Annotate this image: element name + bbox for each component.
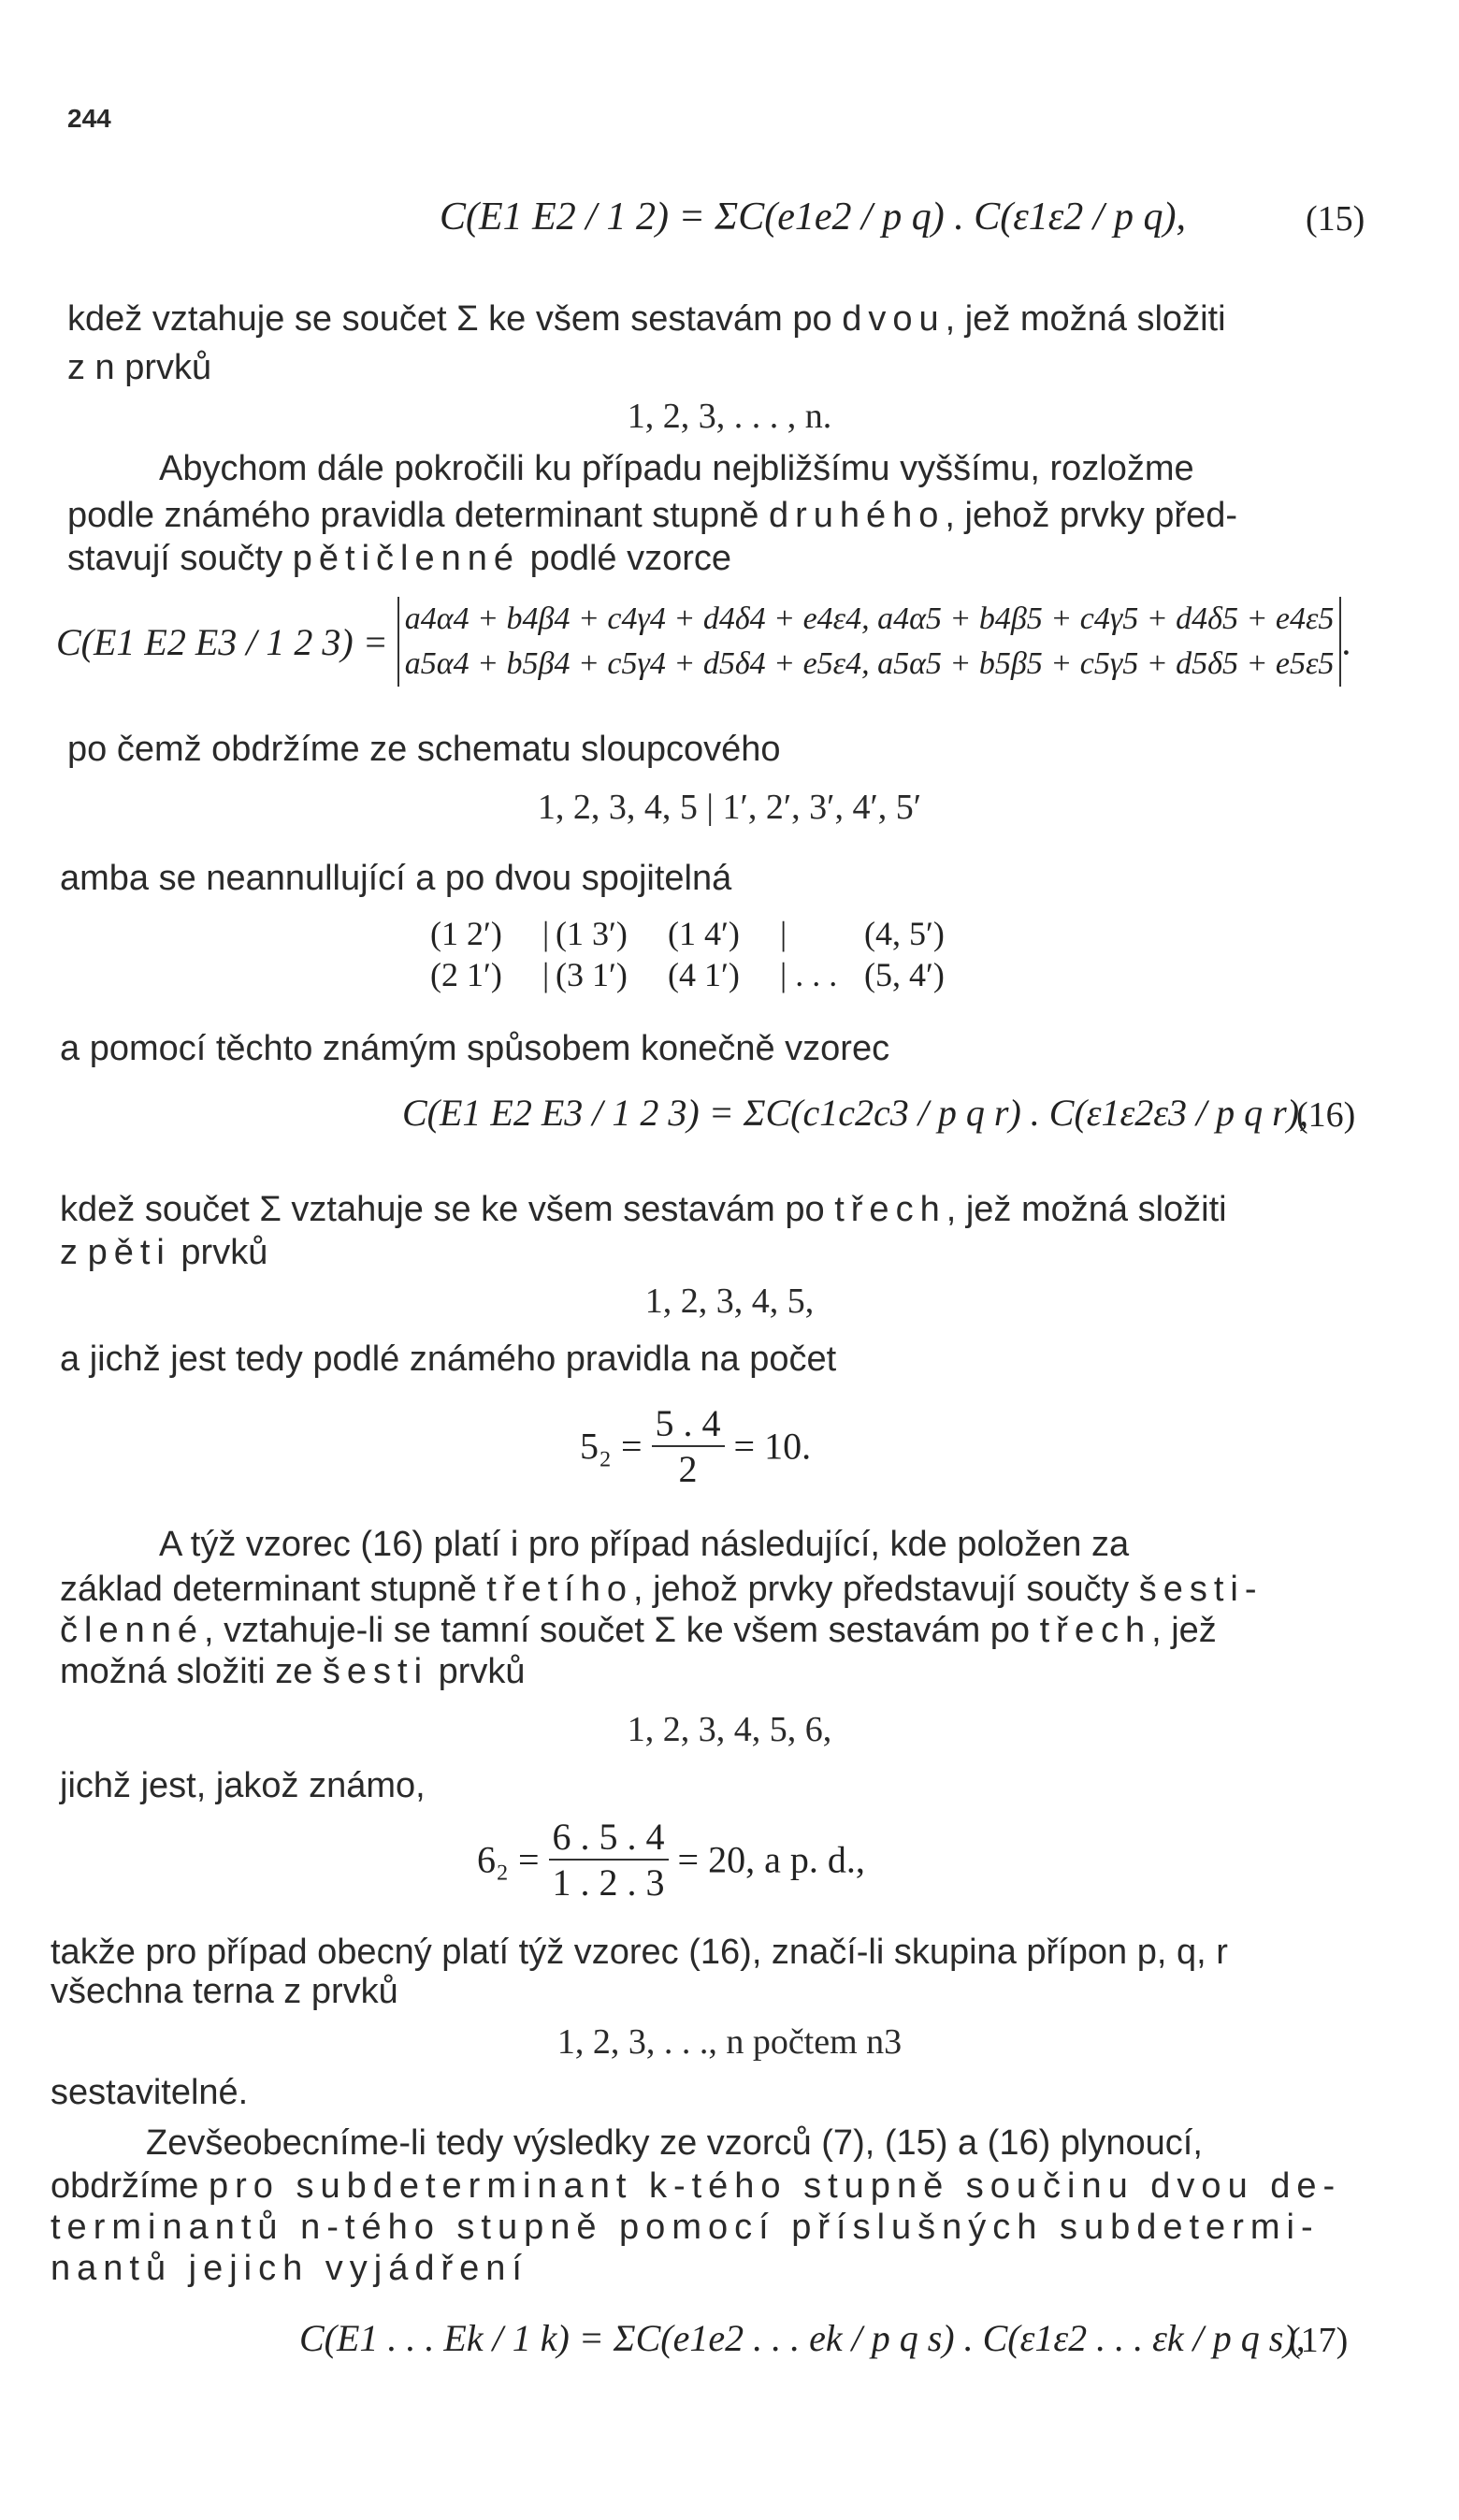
column-scheme: 1, 2, 3, 4, 5 | 1′, 2′, 3′, 4′, 5′: [537, 788, 922, 827]
paragraph-line: jichž jest, jakož známo,: [60, 1766, 426, 1805]
paragraph-line: možná složiti ze šesti prvků: [60, 1652, 526, 1691]
paragraph-line: kdež součet Σ vztahuje se ke všem sestavám po třech, jež možná složiti: [60, 1190, 1227, 1229]
paragraph-line: nantů jejich vyjádření: [51, 2249, 528, 2288]
paragraph-line: takže pro případ obecný platí týž vzorec (16), značí-li skupina přípon p, q, r: [51, 1933, 1228, 1972]
determinant-row-2: a5α4 + b5β4 + c5γ4 + d5δ4 + e5ε4, a5α5 + b5β5 + c5γ5 + d5δ5 + e5ε5: [404, 646, 1335, 681]
paragraph-line: všechna terna z prvků: [51, 1972, 398, 2011]
sequence-1-to-n: 1, 2, 3, . . . , n.: [627, 397, 832, 436]
determinant: [397, 597, 1342, 687]
paragraph-line: kdež vztahuje se součet Σ ke všem sestavám po dvou, jež možná složiti: [67, 299, 1226, 339]
paragraph-line: Zevšeobecníme-li tedy výsledky ze vzorců (7), (15) a (16) plynoucí,: [146, 2123, 1203, 2163]
equation-16-number: (16): [1296, 1095, 1356, 1135]
page-number: 244: [67, 104, 111, 133]
determinant-equation: C(E1 E2 E3 / 1 2 3) = a4α4 + b4β4 + c4γ4 + d4δ4 + e4ε4, a4α5 + b4β5 + c4γ5 + d4δ5 + e4ε5 a5α4 + b5β4 + c5γ4 + d5δ4 + e5ε4, a5α5 + b5β5 + c5γ5 + d5δ5 + e5ε5 .: [56, 597, 1351, 687]
paragraph-line: z n prvků: [67, 348, 212, 387]
paragraph-line: po čemž obdržíme ze schematu sloupcového: [67, 730, 781, 769]
determinant-row-1: a4α4 + b4β4 + c4γ4 + d4δ4 + e4ε4, a4α5 + b4β5 + c4γ5 + d4δ5 + e4ε5: [404, 601, 1335, 636]
paragraph-line: sestavitelné.: [51, 2073, 249, 2112]
paragraph-line: a jichž jest tedy podlé známého pravidla na počet: [60, 1340, 837, 1379]
sequence-1-to-5: 1, 2, 3, 4, 5,: [644, 1282, 815, 1321]
sequence-1-to-6: 1, 2, 3, 4, 5, 6,: [627, 1710, 832, 1749]
pairs-grid: [430, 913, 986, 995]
paragraph-line: stavují součty pětičlenné podlé vzorce: [67, 539, 732, 578]
equation-5-choose-2: 5₂ = $\frac{5 . 4}{2}$ = 10.: [580, 1402, 812, 1490]
paragraph-line: amba se neannullující a po dvou spojitelná: [60, 859, 732, 898]
paragraph-line: a pomocí těchto známým spůsobem konečně vzorec: [60, 1029, 890, 1068]
equation-15: C(E1 E2 / 1 2) = ΣC(e1e2 / p q) . C(ε1ε2 / p q),: [440, 196, 1186, 239]
paragraph-line: podle známého pravidla determinant stupně druhého, jehož prvky před-: [67, 496, 1237, 535]
equation-6-choose-3: 6₂ = $\frac{6 . 5 . 4}{1 . 2 . 3}$ = 20, a p. d.,: [477, 1816, 865, 1904]
paragraph-line: terminantů n-tého stupně pomocí příslušných subdetermi-: [51, 2208, 1320, 2247]
paragraph-line: Abychom dále pokročili ku případu nejbližšímu vyššímu, rozložme: [159, 449, 1194, 488]
pairs-row-bottom: (2 1′) | (3 1′) (4 1′) | . . . (5, 4′): [430, 956, 945, 993]
equation-15-number: (15): [1306, 199, 1365, 239]
sequence-1-to-n-count: 1, 2, 3, . . ., n počtem n3: [556, 2022, 903, 2062]
paragraph-line: členné, vztahuje-li se tamní součet Σ ke všem sestavám po třech, jež: [60, 1611, 1217, 1650]
equation-17: C(E1 . . . Ek / 1 k) = ΣC(e1e2 . . . ek / p q s) . C(ε1ε2 . . . εk / p q s),: [299, 2317, 1306, 2359]
equation-17-number: (17): [1289, 2321, 1349, 2360]
equation-16: C(E1 E2 E3 / 1 2 3) = ΣC(c1c2c3 / p q r) . C(ε1ε2ε3 / p q r),: [402, 1092, 1309, 1134]
pairs-row-top: (1 2′) | (1 3′) (1 4′) | (4, 5′): [430, 915, 945, 952]
paragraph-line: základ determinant stupně třetího, jehož prvky představují součty šesti-: [60, 1570, 1264, 1609]
paragraph-line: A týž vzorec (16) platí i pro případ následující, kde položen za: [159, 1525, 1130, 1564]
paragraph-line: obdržíme pro subdeterminant k-tého stupně součinu dvou de-: [51, 2166, 1342, 2206]
paragraph-line: z pěti prvků: [60, 1233, 268, 1272]
